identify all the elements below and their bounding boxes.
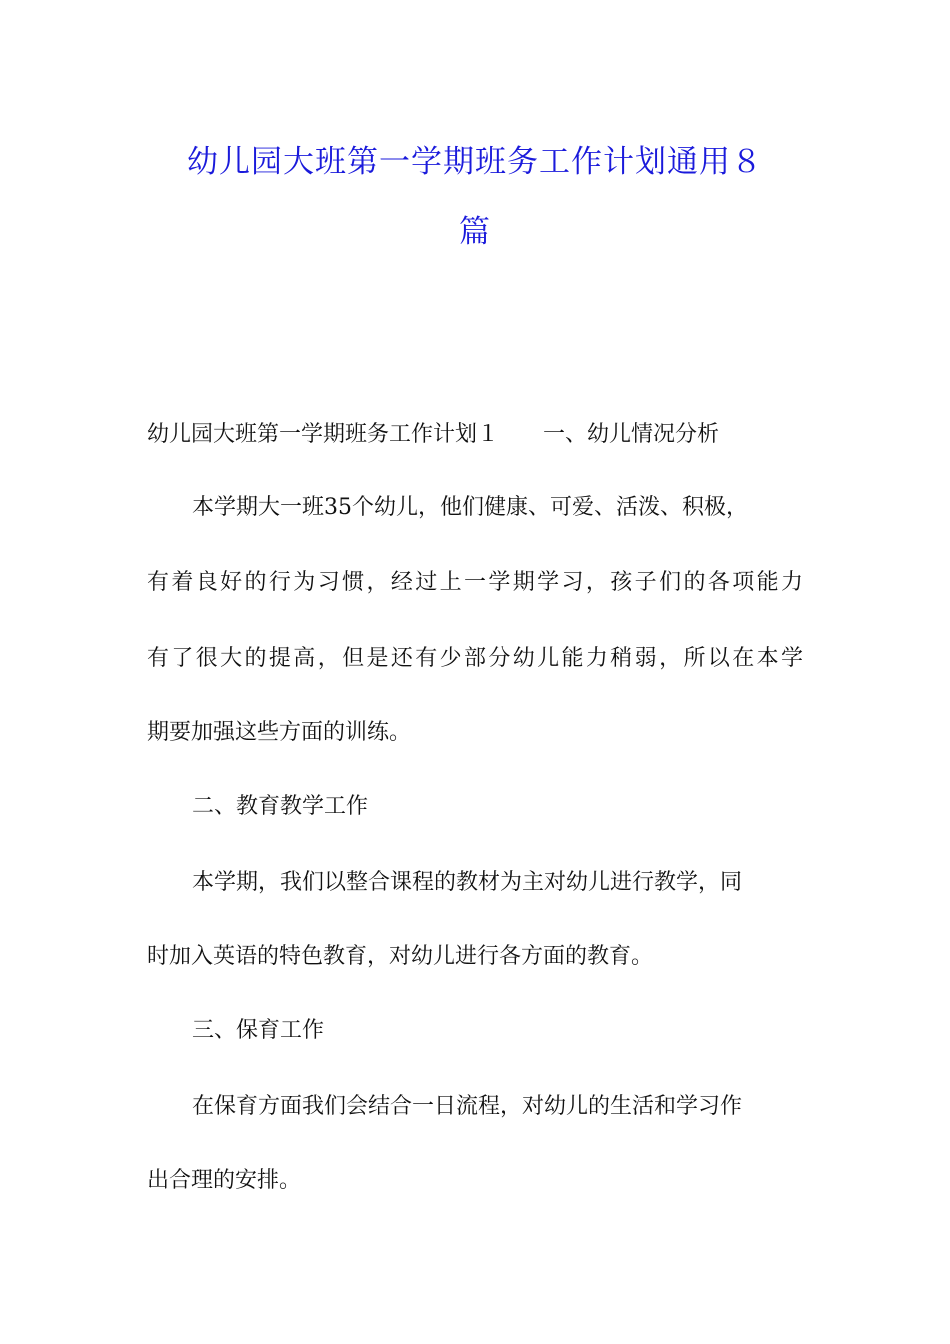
section-heading-care: 三、保育工作 — [192, 1018, 325, 1043]
paragraph-line: 有了很大的提高，但是还有少部分幼儿能力稍弱，所以在本学 — [147, 646, 803, 671]
paragraph-line: 本学期大一班35个幼儿，他们健康、可爱、活泼、积极， — [192, 495, 748, 520]
paragraph-line: 期要加强这些方面的训练。 — [147, 720, 412, 745]
paragraph-line: 本学期，我们以整合课程的教材为主对幼儿进行教学，同 — [192, 870, 743, 895]
section-heading-teaching: 二、教育教学工作 — [192, 794, 369, 819]
paragraph-line: 时加入英语的特色教育，对幼儿进行各方面的教育。 — [147, 944, 654, 969]
paragraph-line: 出合理的安排。 — [147, 1168, 302, 1193]
paragraph-line: 在保育方面我们会结合一日流程，对幼儿的生活和学习作 — [192, 1094, 743, 1119]
document-title-continued: 篇 — [459, 214, 491, 250]
paragraph-line: 有着良好的行为习惯，经过上一学期学习，孩子们的各项能力 — [147, 570, 803, 595]
section-heading-plan-1: 幼儿园大班第一学期班务工作计划１ 一、幼儿情况分析 — [147, 422, 720, 447]
document-title: 幼儿园大班第一学期班务工作计划通用８ — [187, 144, 763, 180]
